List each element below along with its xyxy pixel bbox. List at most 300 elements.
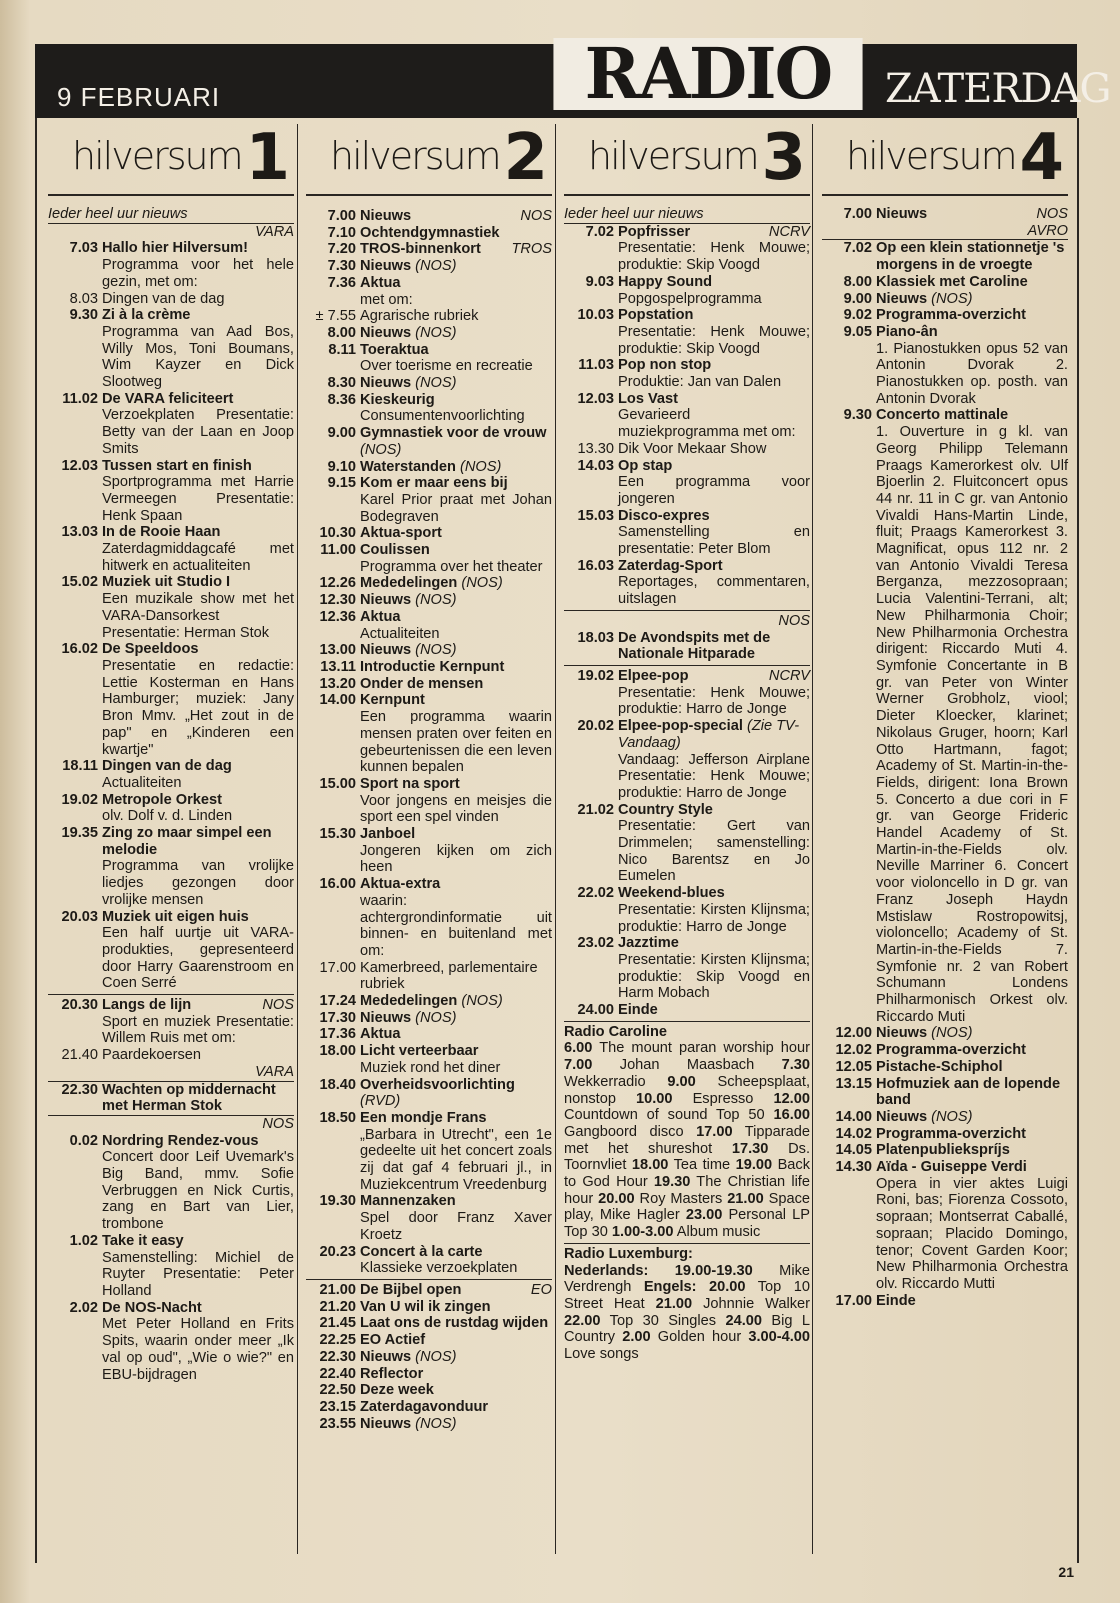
- program-title: Disco-expres: [618, 507, 710, 524]
- program-entry: [306, 1043, 552, 1076]
- program-entry: [306, 1349, 552, 1366]
- program-time: 15.02: [61, 574, 98, 591]
- program-title: Kieskeurig: [360, 391, 435, 408]
- program-time: 21.45: [319, 1315, 356, 1332]
- program-time: 7.36: [327, 274, 356, 291]
- program-title: Weekend-blues: [618, 885, 725, 902]
- program-time: 9.30: [843, 407, 872, 424]
- schedule-time: 10.00: [635, 1090, 673, 1107]
- program-entry: [306, 208, 552, 225]
- program-description: Presentatie: Gert van Drimmelen; samenstelling: Nico Barentsz en Jo Eumelen: [618, 818, 810, 885]
- program-entry: [306, 225, 552, 242]
- program-time: 14.02: [835, 1125, 872, 1142]
- program-title: Nieuws: [360, 1348, 412, 1365]
- program-entry: [306, 258, 552, 275]
- program-time: 12.03: [577, 390, 614, 407]
- program-entry: [306, 1282, 552, 1299]
- program-entry: [306, 1382, 552, 1399]
- program-time: 7.00: [327, 208, 356, 224]
- program-entry: [564, 885, 810, 935]
- program-entry: [822, 1076, 1068, 1109]
- page-number: 21: [1058, 1564, 1074, 1580]
- program-entry: [822, 1293, 1068, 1310]
- program-entry: [306, 1399, 552, 1416]
- column-separator: [297, 124, 298, 1554]
- program-entry: [48, 792, 294, 825]
- program-time: 9.00: [843, 290, 872, 307]
- schedule-program: The Christian life hour: [564, 1174, 810, 1207]
- program-title: Programma-overzicht: [876, 307, 1027, 324]
- program-description: Opera in vier aktes Luigi Roni, bas; Fiorenza Cossoto, sopraan; Montserrat Caballé, sopraan; Placido Domingo, tenor; Covent Garden Koor; New Philharmonia Orchestra olv. Riccardo Mutti: [876, 1175, 1068, 1292]
- program-time: 9.02: [843, 307, 872, 324]
- program-time: 10.30: [319, 525, 356, 542]
- header-day: ZATERDAG: [885, 66, 1111, 112]
- schedule-time: 16.00: [773, 1107, 810, 1124]
- program-entry: [306, 1193, 552, 1243]
- program-time: 14.00: [835, 1108, 872, 1125]
- program-entry: [306, 325, 552, 342]
- program-description: Presentatie: Kirsten Klijnsma; produktie: Skip Voogd en Harm Mobach: [618, 951, 810, 1002]
- program-tag: (NOS): [931, 1025, 973, 1042]
- program-description: Vandaag: Jefferson Airplane Presentatie: Henk Mouwe; produktie: Harro de Jonge: [618, 751, 810, 801]
- program-description: Kamerbreed, parlementaire rubriek: [360, 959, 538, 993]
- program-entry: [822, 1025, 1068, 1042]
- program-time: 22.40: [319, 1365, 356, 1382]
- program-time: 8.36: [327, 391, 356, 408]
- program-title: Mannenzaken: [360, 1193, 456, 1210]
- program-description: Programma van Aad Bos, Willy Mos, Toni Boumans, Wim Kayzer en Dick Slootweg: [102, 323, 294, 391]
- schedule-time: 20.00: [598, 1190, 635, 1207]
- program-time: 11.02: [62, 390, 98, 407]
- program-time: 9.15: [327, 475, 356, 492]
- program-title: Tussen start en finish: [102, 457, 252, 474]
- program-title: Gymnastiek voor de vrouw: [360, 425, 547, 442]
- program-entry: [306, 776, 552, 826]
- program-time: 9.05: [843, 323, 872, 340]
- schedule-time: 22.00: [564, 1312, 601, 1329]
- program-time: 7.02: [585, 223, 614, 240]
- program-time: 23.02: [577, 935, 614, 952]
- program-time: 18.11: [62, 758, 98, 775]
- program-title: Nieuws: [876, 1025, 928, 1042]
- program-title: De NOS-Nacht: [102, 1299, 202, 1316]
- program-tag: (NOS): [415, 258, 457, 275]
- program-description: 1. Ouverture in g kl. van Georg Philipp Telemann Praags Kamerorkest olv. Ulf Bjoerlin 2. Fluitconcert opus 44 nr. 11 in C gr. van Antonio Vivaldi Hans-Martin Linde, fluit; Praags Kamerorkest 3. Magnificat, opus 112 nr. 2 van Antonio Vivaldi Teresa Berganza, mezzosopraan; Lucia Valentini-Terrani, alt; New Philharmonia Choir; New Philharmonia Orchestra dirigent: Riccardo Muti 4. Symfonie Concertante in B gr. van Peter von Winter Werner Grobholz, viool; Dieter Kloecker, klarinet; Nikolaus Gruger, hoorn; Karl Otto Hartmann, fagot; Academy of St. Martin-in-the-Fields, dirigent: Iona Brown 5. Concerto a due cori in F gr. van George Frideric Handel Academy of St. Martin-in-the-Fields olv. Neville Marriner 6. Concert voor violoncello in D gr. van Franz Joseph Haydn Mstislaw Rostropowitsj, violoncello; Academy of St. Martin-in-the-Fields 7. Symfonie nr. 2 van Robert Schumann Londens Philharmonisch Orkest olv. Riccardo Muti: [876, 424, 1068, 1025]
- program-time: 13.00: [319, 642, 356, 659]
- program-title: Coulissen: [360, 542, 430, 559]
- program-entry: [306, 375, 552, 392]
- program-title: Nieuws: [360, 1009, 412, 1026]
- program-title: Nordring Rendez-vous: [102, 1132, 259, 1149]
- program-title: Toeraktua: [360, 341, 429, 358]
- program-entry: [306, 1332, 552, 1349]
- program-list: [48, 240, 294, 992]
- program-time: 15.00: [319, 775, 356, 792]
- program-time: 9.00: [327, 425, 356, 442]
- program-title: Take it easy: [102, 1232, 184, 1249]
- program-time: 22.30: [61, 1081, 98, 1098]
- schedule-time: Engels: 20.00: [643, 1279, 746, 1296]
- program-title: Programma-overzicht: [876, 1125, 1027, 1142]
- program-entry: [306, 475, 552, 525]
- program-title: Hofmuziek aan de lopende band: [876, 1075, 1061, 1109]
- broadcaster-tag: EO: [530, 1282, 552, 1298]
- schedule-program: Gangboord disco: [564, 1123, 697, 1140]
- program-description: Samenstelling en presentatie: Peter Blom: [618, 524, 810, 558]
- schedule-time: 18.00: [631, 1157, 669, 1174]
- program-title: Kom er maar eens bij: [360, 475, 508, 492]
- schedule-program: Top 10 Street Heat: [564, 1279, 810, 1312]
- program-time: 16.02: [61, 641, 98, 658]
- program-time: 21.20: [319, 1298, 356, 1315]
- program-entry: [306, 308, 552, 325]
- station-number: 3: [761, 121, 806, 195]
- program-tag: (NOS): [415, 1009, 457, 1026]
- header-title: RADIO: [553, 38, 862, 110]
- program-entry: [564, 441, 810, 458]
- program-entry: [306, 542, 552, 575]
- program-entry: [822, 274, 1068, 291]
- program-time: 13.20: [319, 675, 356, 692]
- program-title: Kernpunt: [360, 692, 425, 709]
- program-entry: [306, 1315, 552, 1332]
- program-description: Agrarische rubriek: [360, 308, 479, 325]
- station-name: hilversum: [72, 134, 242, 178]
- program-time: 16.03: [577, 557, 614, 574]
- program-entry: [306, 241, 552, 258]
- program-title: Klassiek met Caroline: [876, 273, 1028, 290]
- program-entry: [306, 575, 552, 592]
- program-title: Zing zo maar simpel een melodie: [102, 825, 272, 858]
- program-entry: [306, 425, 552, 458]
- schedule-program: Tipparade met het shureshot: [564, 1123, 810, 1157]
- program-time: 20.02: [577, 718, 614, 735]
- program-title: Mededelingen: [360, 993, 458, 1010]
- radio-caroline: [564, 1024, 810, 1241]
- program-description: Actualiteiten: [102, 774, 182, 791]
- program-title: Einde: [618, 1002, 658, 1019]
- program-entry: [306, 342, 552, 375]
- program-time: 13.30: [577, 440, 614, 457]
- program-entry: [306, 993, 552, 1010]
- program-time: 15.03: [577, 507, 614, 524]
- program-entry: [306, 525, 552, 542]
- program-tag: (RVD): [360, 1093, 401, 1110]
- page-header: [35, 32, 1111, 118]
- program-description: Dingen van de dag: [102, 290, 225, 307]
- program-time: 12.02: [835, 1042, 872, 1059]
- program-time: 11.03: [578, 357, 614, 374]
- program-entry: [48, 1233, 294, 1300]
- broadcaster-tag: NOS: [1036, 206, 1068, 222]
- program-title: Concert à la carte: [360, 1243, 483, 1260]
- program-entry: [306, 1026, 552, 1043]
- program-title: Janboel: [360, 826, 416, 843]
- program-time: 21.40: [61, 1047, 98, 1064]
- program-description: Popgospelprogramma: [618, 290, 762, 307]
- program-entry: [48, 574, 294, 641]
- program-entry: [306, 876, 552, 960]
- station-name: hilversum: [588, 134, 758, 178]
- schedule-program: Top 30 Singles: [600, 1312, 726, 1329]
- program-description: Sportprogramma met Harrie Vermeegen Presentatie: Henk Spaan: [102, 474, 294, 524]
- schedule-program: Scheepsplaat, nonstop: [564, 1073, 810, 1107]
- program-title: Onder de mensen: [360, 675, 484, 692]
- program-title: Nieuws: [360, 324, 412, 341]
- column-header: [306, 121, 552, 200]
- schedule-time: 12.00: [773, 1090, 810, 1107]
- column-header: [564, 121, 810, 200]
- program-description: Reportages, commentaren, uitslagen: [618, 574, 810, 608]
- program-time: 12.03: [61, 457, 98, 474]
- schedule-program: Space play, Mike Hagler: [564, 1190, 810, 1224]
- program-title: TROS-binnenkort: [360, 241, 481, 258]
- column-hilversum-3: [564, 121, 811, 1363]
- schedule-program: Johnnie Walker: [692, 1296, 810, 1312]
- program-list: [48, 1082, 294, 1115]
- program-entry: [564, 307, 810, 357]
- program-list: [564, 630, 810, 663]
- luxemburg-title: Radio Luxemburg:: [564, 1245, 693, 1262]
- caroline-title: Radio Caroline: [564, 1023, 667, 1040]
- program-entry: [822, 307, 1068, 324]
- program-description: Produktie: Jan van Dalen: [618, 374, 782, 391]
- program-entry: [48, 997, 294, 1047]
- program-tag: (NOS): [415, 1348, 457, 1365]
- program-time: 19.35: [61, 825, 98, 842]
- schedule-program: Mike Verdrengh: [564, 1262, 810, 1296]
- program-title: Muziek uit eigen huis: [102, 908, 249, 925]
- program-description: Een programma waarin mensen praten over feiten en gebeurtenissen die een leven kunnen bepalen: [360, 709, 552, 776]
- program-title: Happy Sound: [618, 273, 713, 290]
- program-description: Programma over het theater: [360, 558, 543, 575]
- program-time: 22.30: [319, 1348, 356, 1365]
- schedule-time: 7.30: [781, 1057, 810, 1074]
- program-title: Muziek uit Studio I: [102, 574, 231, 591]
- schedule-time: 1.00-3.00: [611, 1224, 674, 1241]
- program-title: Laat ons de rustdag wijden: [360, 1315, 549, 1332]
- program-title: Aktua: [360, 274, 401, 291]
- broadcaster-label: AVRO: [822, 223, 1068, 241]
- program-entry: [306, 592, 552, 609]
- program-entry: [564, 718, 810, 802]
- program-entry: [564, 508, 810, 558]
- program-entry: [306, 459, 552, 476]
- schedule-program: Personal LP Top 30: [564, 1207, 810, 1241]
- program-title: Wachten op middernacht met Herman Stok: [102, 1081, 276, 1115]
- program-entry: [306, 1077, 552, 1110]
- program-entry: [306, 1366, 552, 1383]
- schedule-program: Album music: [673, 1224, 761, 1241]
- program-time: 21.02: [577, 801, 614, 818]
- program-time: 22.02: [577, 885, 614, 902]
- program-time: 19.02: [577, 667, 614, 684]
- broadcaster-label: VARA: [48, 1064, 294, 1082]
- program-title: Programma-overzicht: [876, 1042, 1027, 1059]
- program-title: Platenpubliekspríjs: [876, 1142, 1010, 1159]
- program-title: Op een klein stationnetje 's morgens in de vroegte: [876, 240, 1065, 274]
- program-title: Nieuws: [876, 1108, 928, 1125]
- program-time: 18.03: [577, 629, 614, 646]
- program-time: 18.00: [319, 1043, 356, 1060]
- program-entry: [564, 1002, 810, 1019]
- program-title: Elpee-pop-special: [618, 718, 743, 735]
- program-description: Met Peter Holland en Frits Spits, waarin onder meer „Ik val op oud", „Wie o wie?" en EBU-bijdragen: [102, 1316, 294, 1383]
- program-entry: [306, 1244, 552, 1277]
- schedule-time: 7.00: [564, 1057, 593, 1074]
- program-description: Klassieke verzoekplaten: [360, 1260, 518, 1277]
- program-description: Een half uurtje uit VARA-produkties, gepresenteerd door Harry Gaarenstroom en Coen Serré: [102, 925, 294, 992]
- program-time: 13.15: [835, 1075, 872, 1092]
- program-entry: [306, 275, 552, 308]
- program-entry: [564, 357, 810, 390]
- program-time: 9.10: [327, 458, 356, 475]
- program-description: olv. Dolf v. d. Linden: [102, 808, 233, 825]
- program-time: 2.02: [69, 1299, 98, 1316]
- program-title: In de Rooie Haan: [102, 524, 221, 541]
- column-hilversum-1: [48, 121, 294, 1383]
- program-time: 10.03: [577, 307, 614, 324]
- program-list: [822, 206, 1068, 223]
- program-entry: [48, 1082, 294, 1115]
- broadcaster-label: VARA: [255, 223, 294, 240]
- program-time: 7.30: [327, 258, 356, 275]
- program-tag: (NOS): [461, 993, 503, 1010]
- program-time: 12.30: [319, 592, 356, 609]
- program-description: Concert door Leif Uvemark's Big Band, mmv. Sofie Verbruggen en Nick Curtis, zang en Bart van Lier, trombone: [102, 1149, 294, 1233]
- schedule-time: 17.30: [731, 1140, 769, 1157]
- program-description: Dik Voor Mekaar Show: [618, 440, 767, 457]
- program-entry: [306, 676, 552, 693]
- broadcaster-tag: NOS: [262, 997, 294, 1014]
- program-entry: [48, 391, 294, 458]
- program-title: Piano-ân: [876, 323, 938, 340]
- program-time: 17.30: [319, 1009, 356, 1026]
- program-title: Popfrisser: [618, 223, 691, 240]
- program-time: 12.00: [835, 1025, 872, 1042]
- program-entry: [306, 1110, 552, 1194]
- program-time: 1.02: [69, 1232, 98, 1249]
- schedule-time: 6.00: [564, 1040, 593, 1057]
- program-description: Programma van vrolijke liedjes gezongen door vrolijke mensen: [102, 858, 294, 908]
- program-time: 15.30: [319, 826, 356, 843]
- program-description: Presentatie: Kirsten Klijnsma; produktie: Harro de Jonge: [618, 901, 810, 935]
- program-title: Nieuws: [360, 642, 412, 659]
- luxemburg-schedule: [564, 1263, 810, 1363]
- program-title: Nieuws: [360, 258, 412, 275]
- program-description: Programma voor het hele gezin, met om:: [102, 257, 294, 290]
- program-time: 14.03: [577, 457, 614, 474]
- program-entry: [306, 659, 552, 676]
- program-title: Pistache-Schiphol: [876, 1058, 1003, 1075]
- program-title: Einde: [876, 1292, 916, 1309]
- column-hilversum-2: [306, 121, 552, 1432]
- station-name: hilversum: [846, 134, 1016, 178]
- program-title: Deze week: [360, 1382, 434, 1399]
- program-title: EO Actief: [360, 1332, 426, 1349]
- station-number: 4: [1019, 121, 1064, 195]
- program-description: Presentatie en redactie: Lettie Kosterman en Hans Hamburger; muziek: Jany Bron Mmv. „Het zout in de pap" en „Kinderen een kwartje": [102, 657, 294, 758]
- schedule-time: 19.30: [653, 1174, 691, 1191]
- program-description: Een muzikale show met het VARA-Dansorkest Presentatie: Herman Stok: [102, 591, 294, 641]
- program-description: Consumentenvoorlichting: [360, 408, 525, 425]
- program-entry: [306, 1299, 552, 1316]
- broadcaster-label: NOS: [48, 1115, 294, 1133]
- program-entry: [822, 1059, 1068, 1076]
- program-time: 17.36: [319, 1026, 356, 1043]
- program-entry: [48, 291, 294, 308]
- program-entry: [48, 1047, 294, 1064]
- program-description: Paardekoersen: [102, 1047, 201, 1064]
- program-entry: [306, 1010, 552, 1027]
- schedule-program: Love songs: [564, 1346, 639, 1363]
- program-entry: [306, 609, 552, 642]
- program-entry: [48, 825, 294, 909]
- program-title: Van U wil ik zingen: [360, 1298, 491, 1315]
- program-description: Presentatie: Henk Mouwe; produktie: Skip Voogd: [618, 323, 810, 357]
- program-title: Licht verteerbaar: [360, 1043, 479, 1060]
- program-entry: [822, 1126, 1068, 1143]
- broadcaster-tag: NCRV: [768, 667, 810, 684]
- program-entry: [822, 407, 1068, 1025]
- broadcaster-tag: NCRV: [768, 223, 810, 240]
- column-header: [822, 121, 1068, 200]
- program-description: Verzoekplaten Presentatie: Betty van der Laan en Joop Smits: [102, 407, 294, 457]
- schedule-program: Espresso: [672, 1090, 774, 1107]
- program-entry: [564, 558, 810, 608]
- program-time: 13.03: [61, 524, 98, 541]
- program-time: 8.03: [69, 290, 98, 307]
- schedule-program: Golden hour: [650, 1329, 749, 1346]
- program-entry: [822, 324, 1068, 408]
- program-entry: [306, 392, 552, 425]
- program-title: Mededelingen: [360, 575, 458, 592]
- program-time: 0.02: [69, 1132, 98, 1149]
- program-description: Jongeren kijken om zich heen: [360, 842, 552, 876]
- program-title: Aktua: [360, 608, 401, 625]
- program-entry: [822, 291, 1068, 308]
- program-description: Karel Prior praat met Johan Bodegraven: [360, 491, 552, 525]
- program-list: [48, 997, 294, 1064]
- program-entry: [48, 641, 294, 758]
- program-title: Popstation: [618, 307, 694, 324]
- program-title: De Speeldoos: [102, 641, 199, 658]
- program-entry: [48, 1133, 294, 1233]
- program-title: De Bijbel open: [360, 1282, 462, 1298]
- program-entry: [564, 224, 810, 274]
- schedule-program: The mount paran worship hour: [592, 1040, 810, 1057]
- program-entry: [306, 642, 552, 659]
- program-time: 22.50: [319, 1382, 356, 1399]
- schedule-program: Tea time: [668, 1157, 736, 1174]
- program-entry: [564, 935, 810, 1002]
- program-time: 16.00: [319, 876, 356, 893]
- column-separator: [555, 124, 556, 1554]
- program-title: Concerto mattinale: [876, 407, 1009, 424]
- program-entry: [48, 524, 294, 574]
- program-title: Zaterdag-Sport: [618, 557, 723, 574]
- program-title: De VARA feliciteert: [102, 390, 234, 407]
- schedule-time: 9.00: [667, 1073, 696, 1090]
- schedule-time: 17.00: [696, 1123, 733, 1140]
- program-time: 23.15: [319, 1398, 356, 1415]
- program-time: ± 7.55: [315, 308, 356, 325]
- program-tag: (NOS): [460, 458, 502, 475]
- program-tag: (NOS): [415, 642, 457, 659]
- program-time: 17.00: [319, 959, 356, 976]
- schedule-program: Back to God Hour: [564, 1157, 811, 1191]
- program-time: 7.02: [843, 240, 872, 257]
